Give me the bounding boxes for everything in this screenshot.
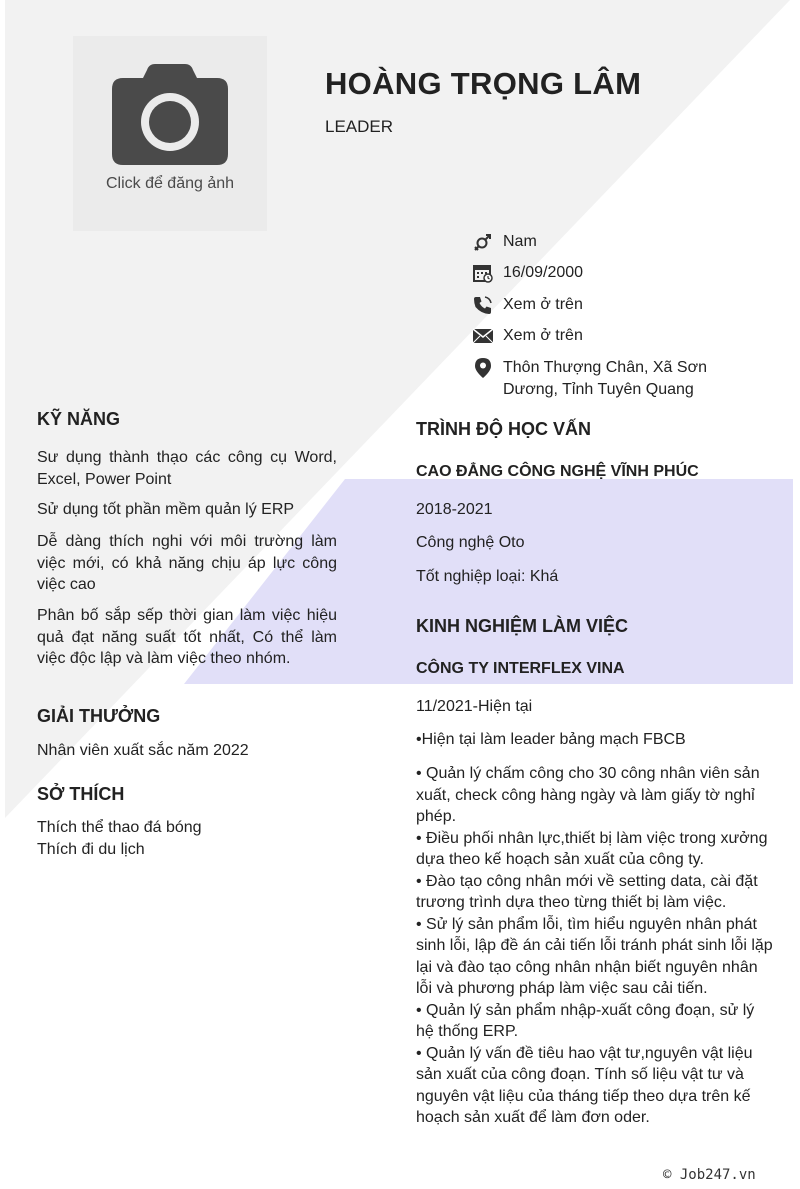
hobbies-heading: SỞ THÍCH: [37, 784, 125, 804]
gender-value: Nam: [503, 233, 537, 250]
skill-item: Sử dụng tốt phần mềm quản lý ERP: [37, 501, 295, 518]
email-icon: [472, 325, 494, 347]
map-pin-icon: [472, 357, 494, 379]
education-major: Công nghệ Oto: [416, 534, 525, 551]
candidate-name: HOÀNG TRỌNG LÂM: [325, 66, 642, 101]
address-value: Thôn Thượng Chân, Xã Sơn Dương, Tỉnh Tuyên Quang: [503, 359, 707, 398]
contact-email: [472, 325, 733, 347]
photo-caption: Click để đăng ảnh: [105, 175, 235, 192]
experience-period: 11/2021-Hiện tại: [416, 698, 533, 715]
duty-item: • Đào tạo công nhân mới về setting data, cài đặt trương trình dựa theo từng thiết bị làm việc.: [416, 872, 758, 911]
hobby-item: Thích đi du lịch: [37, 841, 145, 858]
duty-item: • Quản lý sản phẩm nhập-xuất công đoạn, sử lý hệ thống ERP.: [416, 1001, 755, 1040]
footer-credit: © Job247.vn: [663, 1167, 756, 1183]
contact-gender: [472, 231, 733, 253]
skills-heading: KỸ NĂNG: [37, 409, 121, 429]
education-grade: Tốt nghiệp loại: Khá: [416, 568, 559, 585]
skill-item: Dễ dàng thích nghi với môi trường làm việc mới, có khả năng chịu áp lực công việc cao: [37, 533, 337, 593]
duty-item: • Quản lý vấn đề tiêu hao vật tư,nguyên vật liệu sản xuất của công đoạn. Tính số liệu vật tư và nguyên vật liệu của tháng tiếp theo dựa trên kế hoạch sản xuất để làm đơn oder.: [416, 1044, 753, 1126]
education-period: 2018-2021: [416, 501, 493, 518]
skill-item: Phân bố sắp sếp thời gian làm việc hiệu quả đạt năng suất tốt nhất, Có thể làm việc độc lập và làm việc theo nhóm.: [37, 607, 337, 667]
school-name: CAO ĐẲNG CÔNG NGHỆ VĨNH PHÚC: [416, 463, 699, 480]
contact-phone: [472, 294, 733, 316]
experience-heading: KINH NGHIỆM LÀM VIỆC: [416, 616, 629, 636]
birthdate-value: 16/09/2000: [503, 264, 584, 281]
experience-role: •Hiện tại làm leader bảng mạch FBCB: [416, 731, 686, 748]
duty-item: • Sử lý sản phẩm lỗi, tìm hiểu nguyên nhân phát sinh lỗi, lập đề án cải tiến lỗi tránh phát sinh lỗi lặp lại và đào tạo công nhân nhận biết nguyên nhân lỗi và phương pháp làm việc sau cải tiến.: [416, 915, 773, 997]
awards-heading: GIẢI THƯỞNG: [37, 706, 161, 726]
duty-item: • Điều phối nhân lực,thiết bị làm việc trong xưởng dựa theo kế hoạch sản xuất của công ty.: [416, 829, 768, 868]
candidate-position: LEADER: [325, 117, 394, 136]
contact-address: [472, 357, 733, 401]
hobby-item: Thích thể thao đá bóng: [37, 819, 202, 836]
skill-item: Sư dụng thành thạo các công cụ Word, Excel, Power Point: [37, 449, 337, 488]
gender-icon: [472, 231, 494, 253]
education-heading: TRÌNH ĐỘ HỌC VẤN: [416, 419, 591, 439]
phone-icon: [472, 294, 494, 316]
contact-birthdate: [472, 262, 733, 284]
calendar-icon: [472, 262, 494, 284]
photo-upload[interactable]: [73, 36, 267, 231]
duty-item: • Quản lý chấm công cho 30 công nhân viên sản xuất, check công hàng ngày và làm giấy tờ nghỉ phép.: [416, 765, 760, 825]
phone-value: Xem ở trên: [503, 296, 583, 313]
award-item: Nhân viên xuất sắc năm 2022: [37, 742, 249, 759]
email-value: Xem ở trên: [503, 327, 583, 344]
camera-icon: [111, 64, 229, 166]
company-name: CÔNG TY INTERFLEX VINA: [416, 660, 625, 677]
experience-duties: [416, 763, 774, 1129]
